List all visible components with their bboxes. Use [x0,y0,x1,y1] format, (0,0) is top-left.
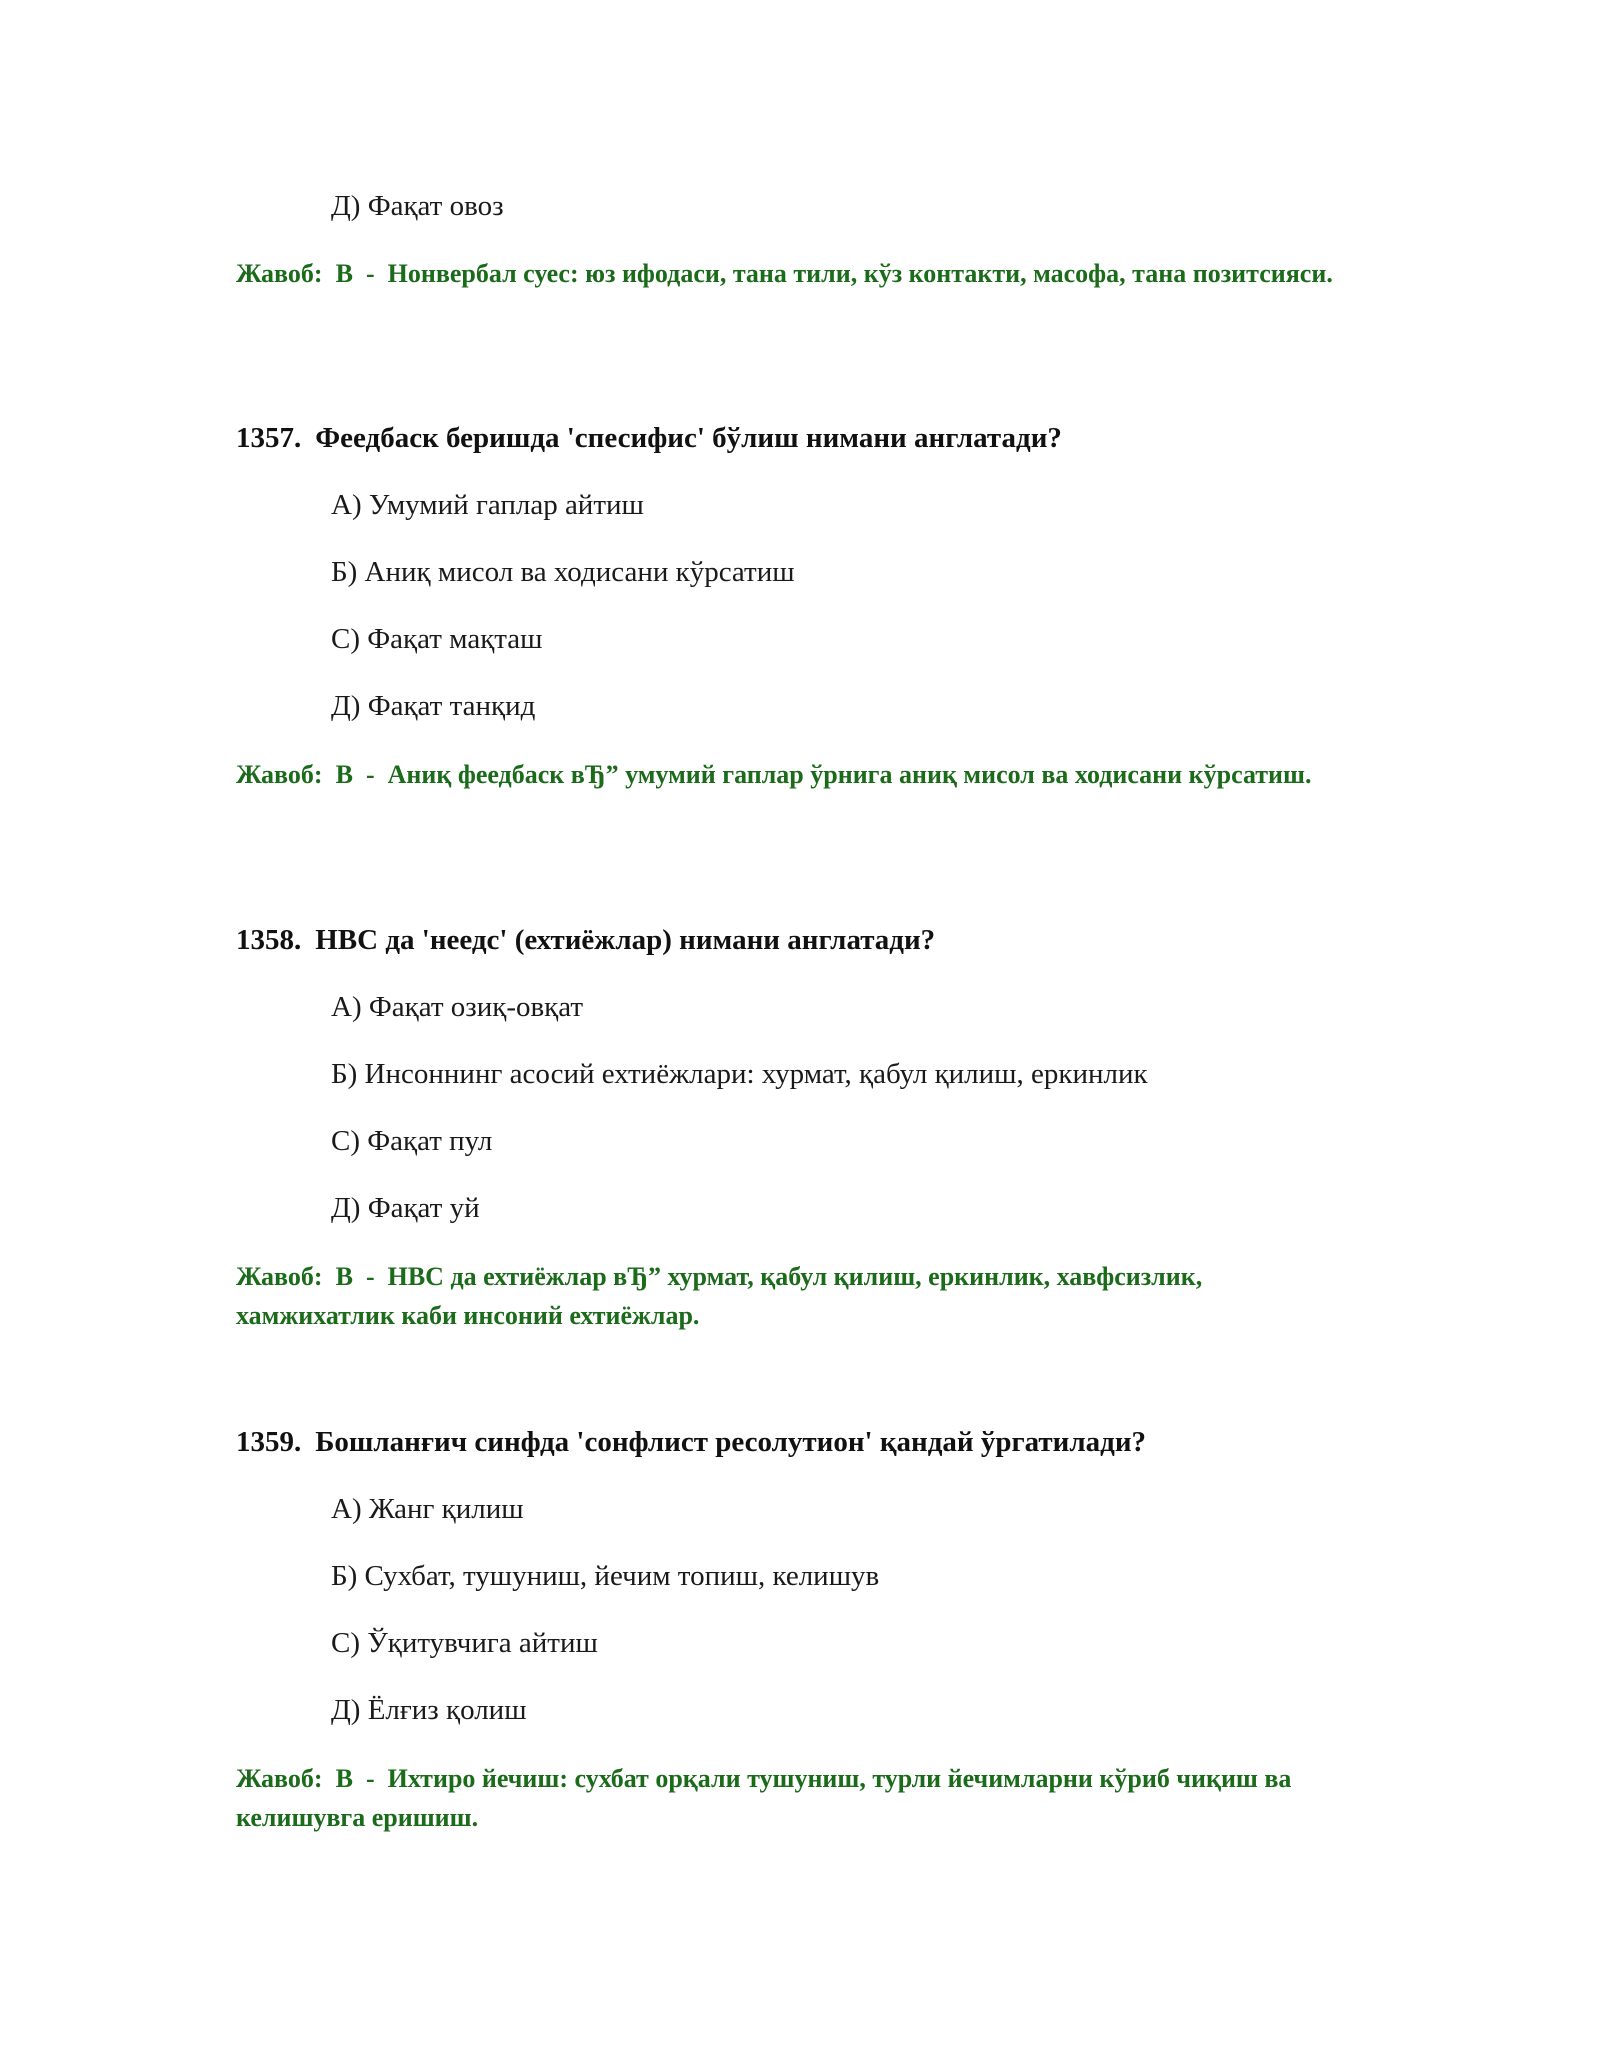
answer-label: Жавоб: [236,1262,323,1291]
question-text: НВС да 'неедс' (ехтиёжлар) нимани англатади? [315,924,936,956]
answer-text: НВС да ехтиёжлар вЂ” хурмат, қабул қилиш, еркинлик, хавфсизлик, хамжихатлик каби инсоний ехтиёжлар. [236,1262,1203,1330]
option-c: С) Ўқитувчига айтиш [331,1627,598,1659]
answer-label: Жавоб: [236,259,323,288]
option-a: А) Умумий гаплар айтиш [331,489,644,521]
answer-dash: - [365,1764,375,1793]
question-number: 1358. [236,924,302,956]
answer-letter: B [335,1262,353,1291]
option-c: С) Фақат пул [331,1125,493,1157]
question-number: 1359. [236,1426,302,1458]
answer-dash: - [365,1262,375,1291]
answer-label: Жавоб: [236,760,323,789]
answer-letter: B [335,760,353,789]
question-number: 1357. [236,422,302,454]
answer-1358 [236,1257,1346,1335]
answer-label: Жавоб: [236,1764,323,1793]
option-b: Б) Сухбат, тушуниш, йечим топиш, келишув [331,1560,880,1592]
option-c: С) Фақат мақташ [331,623,543,655]
answer-1359 [236,1759,1346,1837]
question-1358 [236,922,935,958]
option-d: Д) Фақат танқид [331,690,536,722]
answer-text: Ихтиро йечиш: сухбат орқали тушуниш, турли йечимларни кўриб чиқиш ва келишувга еришиш. [236,1764,1292,1832]
answer-letter: B [335,1764,353,1793]
option-d: Д) Фақат уй [331,1192,480,1224]
answer-text: Нонвербал суес: юз ифодаси, тана тили, кўз контакти, масофа, тана позитсияси. [387,259,1333,288]
answer-1357 [236,755,1346,794]
answer-dash: - [365,760,375,789]
option-a: А) Жанг қилиш [331,1493,524,1525]
option-b: Б) Инсоннинг асосий ехтиёжлари: хурмат, қабул қилиш, еркинлик [331,1058,1148,1090]
question-1357 [236,420,1062,456]
option-d: Д) Ёлғиз қолиш [331,1694,527,1726]
prev-option-d: Д) Фақат овоз [331,190,504,222]
answer-letter: B [335,259,353,288]
prev-answer [236,254,1346,293]
answer-dash: - [365,259,375,288]
question-text: Бошланғич синфда 'сонфлист ресолутион' қандай ўргатилади? [315,1426,1147,1458]
option-a: А) Фақат озиқ-овқат [331,991,584,1023]
option-b: Б) Аниқ мисол ва ходисани кўрсатиш [331,556,795,588]
question-text: Феедбаск беришда 'спесифис' бўлиш нимани англатади? [315,422,1062,454]
answer-text: Аниқ феедбаск вЂ” умумий гаплар ўрнига аниқ мисол ва ходисани кўрсатиш. [387,760,1312,789]
question-1359 [236,1424,1146,1460]
